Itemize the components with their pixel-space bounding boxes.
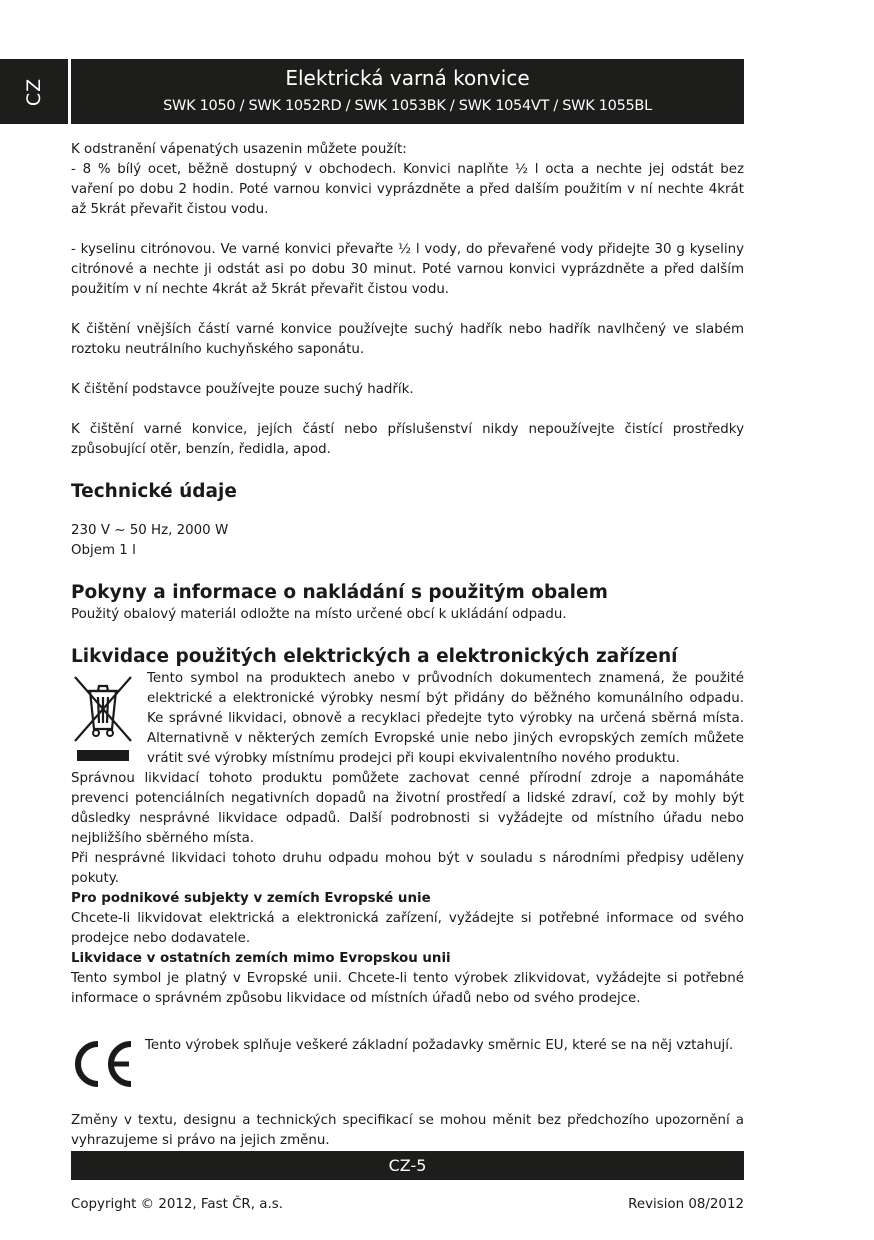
ce-mark-icon [71, 1039, 135, 1089]
weee-eu-heading: Pro podnikové subjekty v zemích Evropské unie [71, 891, 431, 906]
page-content [71, 140, 744, 1151]
packaging-heading: Pokyny a informace o nakládání s použitým obalem [71, 582, 608, 603]
cleaning-base: K čištění podstavce používejte pouze suchý hadřík. [71, 382, 414, 397]
cleaning-warning: K čištění varné konvice, jejích částí nebo příslušenství nikdy nepoužívejte čistící prostředky způsobující otěr, benzín, ředidla, apod. [71, 422, 744, 457]
revision: Revision 08/2012 [628, 1197, 744, 1212]
language-tab [0, 59, 68, 124]
page-header [71, 59, 744, 124]
weee-paragraph-1: Tento symbol na produktech anebo v průvodních dokumentech znamená, že použité elektrické a elektronické výrobky nesmí být přidány do běžného komunálního odpadu. Ke správné likvidaci, obnově a recyklaci předejte tyto výrobky na určená sběrná místa. Alternativně v některých zemích Evropské unie nebo jiných evropských zemích můžete vrátit své výrobky místnímu prodejci při koupi ekvivalentního nového produktu. [147, 671, 744, 766]
weee-non-eu-heading: Likvidace v ostatních zemích mimo Evropskou unii [71, 951, 451, 966]
product-title: Elektrická varná konvice [285, 66, 530, 90]
weee-non-eu-text: Tento symbol je platný v Evropské unii. Chcete-li tento výrobek zlikvidovat, vyžádejte si potřebné informace o správném způsobu likvidace od místních úřadů nebo od svého prodejce. [71, 971, 744, 1006]
descaling-intro: K odstranění vápenatých usazenin můžete použít: [71, 142, 407, 157]
language-code: CZ [22, 77, 45, 106]
model-list: SWK 1050 / SWK 1052RD / SWK 1053BK / SWK 1054VT / SWK 1055BL [163, 98, 652, 114]
weee-paragraph-3: Při nesprávné likvidaci tohoto druhu odpadu mohou být v souladu s národními předpisy uděleny pokuty. [71, 851, 744, 886]
cleaning-outer: K čištění vnějších částí varné konvice používejte suchý hadřík nebo hadřík navlhčený ve slabém roztoku neutrálního kuchyňského saponátu. [71, 322, 744, 357]
packaging-text: Použitý obalový materiál odložte na místo určené obcí k ukládání odpadu. [71, 607, 567, 622]
page-number-bar [71, 1151, 744, 1180]
ce-text: Tento výrobek splňuje veškeré základní požadavky směrnic EU, které se na něj vztahují. [145, 1038, 734, 1053]
copyright: Copyright © 2012, Fast ČR, a.s. [71, 1197, 283, 1212]
tech-heading: Technické údaje [71, 481, 237, 502]
weee-paragraph-2: Správnou likvidací tohoto produktu pomůžete zachovat cenné přírodní zdroje a napomáháte prevenci potenciálních negativních dopadů na životní prostředí a lidské zdraví, což by mohly být důsledky nesprávné likvidace odpadů. Další podrobnosti si vyžádejte od místního úřadu nebo nejbližšího sběrného místa. [71, 771, 744, 846]
tech-power: 230 V ~ 50 Hz, 2000 W [71, 523, 229, 538]
tech-volume: Objem 1 l [71, 543, 136, 558]
changes-notice: Změny v textu, designu a technických specifikací se mohou měnit bez předchozího upozornění a vyhrazujeme si právo na jejich změnu. [71, 1113, 744, 1148]
weee-heading: Likvidace použitých elektrických a elektronických zařízení [71, 646, 678, 667]
weee-section [71, 669, 744, 1009]
descaling-vinegar: - 8 % bílý ocet, běžně dostupný v obchodech. Konvici naplňte ½ l octa a nechte jej odstát bez vaření po dobu 2 hodin. Poté varnou konvici vyprázdněte a před dalším použitím v ní nechte 4krát až 5krát převařit čistou vodu. [71, 162, 744, 217]
page-number: CZ-5 [388, 1156, 427, 1175]
ce-section [71, 1036, 744, 1089]
descaling-citric: - kyselinu citrónovou. Ve varné konvici převařte ½ l vody, do převařené vody přidejte 30 g kyseliny citrónové a nechte ji odstát asi po dobu 30 minut. Poté varnou konvici vyprázdněte a před dalším použitím v ní nechte 4krát až 5krát převařit čistou vodu. [71, 242, 744, 297]
weee-eu-text: Chcete-li likvidovat elektrická a elektronická zařízení, vyžádejte si potřebné informace od svého prodejce nebo dodavatele. [71, 911, 744, 946]
crossed-bin-icon [71, 671, 135, 767]
